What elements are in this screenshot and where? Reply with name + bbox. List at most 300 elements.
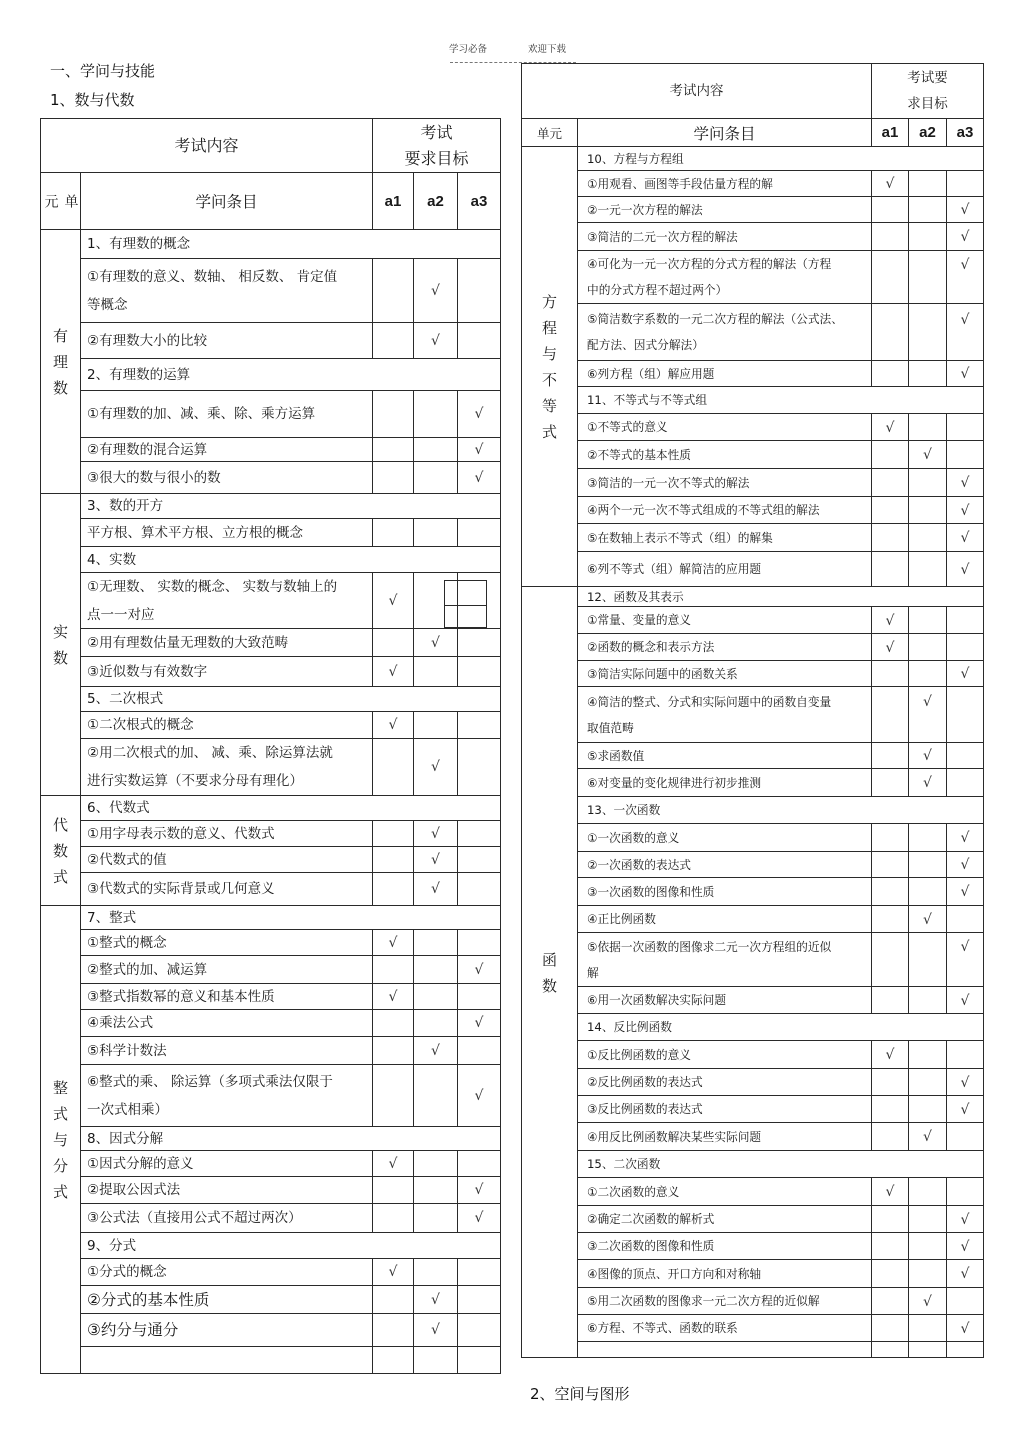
check-mark: √	[960, 530, 970, 546]
level-cell-a2	[413, 1009, 458, 1037]
header-knowledge-item	[80, 172, 373, 230]
item-text: ②一元一次方程的解法	[587, 202, 703, 217]
level-cell-a2	[413, 1150, 458, 1177]
item-row	[577, 1341, 872, 1358]
level-cell-a3	[457, 628, 501, 657]
header-level-label: a1	[384, 192, 402, 210]
section-heading: 6、代数式	[87, 800, 150, 816]
level-cell-a2	[413, 1258, 458, 1286]
level-cell-a2	[413, 628, 458, 657]
level-cell-a2	[413, 1203, 458, 1233]
item-text: ③简洁的二元一次方程的解法	[587, 229, 738, 244]
unit-label: 有理数	[51, 328, 69, 406]
level-cell-a1	[372, 846, 414, 873]
level-cell-a2	[413, 258, 458, 323]
check-mark: √	[431, 332, 440, 349]
item-text: ②确定二次函数的解析式	[587, 1212, 715, 1226]
section-row	[80, 686, 501, 712]
level-cell-a1	[372, 983, 414, 1010]
level-cell-a3	[946, 1314, 984, 1342]
item-row	[577, 877, 872, 906]
item-row	[80, 461, 373, 494]
item-text: ①分式的概念	[87, 1264, 167, 1280]
item-text: ①无理数、 实数的概念、 实数与数轴上的 点一一对应	[87, 578, 338, 623]
level-cell-a3	[946, 1040, 984, 1069]
level-cell-a1	[871, 986, 909, 1014]
level-cell-a2	[413, 955, 458, 984]
level-cell-a3	[946, 1205, 984, 1233]
level-cell-a2	[413, 1036, 458, 1065]
level-cell-a2	[908, 986, 947, 1014]
level-cell-a2	[413, 846, 458, 873]
item-text: ③代数式的实际背景或几何意义	[87, 881, 275, 897]
unit-cell	[521, 586, 578, 1358]
item-text: ①用字母表示数的意义、代数式	[87, 825, 275, 842]
level-cell-a1	[372, 820, 414, 847]
header-exam-content-label: 考试内容	[174, 135, 239, 155]
check-mark: √	[388, 717, 398, 733]
level-cell-a2	[908, 1122, 947, 1151]
section-row	[80, 905, 501, 930]
header-exam-content	[521, 63, 872, 119]
header-level-label: a1	[881, 124, 899, 141]
level-cell-a3	[946, 606, 984, 634]
item-row	[577, 986, 872, 1014]
check-mark: √	[431, 634, 440, 651]
level-cell-a3	[457, 1009, 501, 1037]
level-cell-a2	[908, 1177, 947, 1206]
item-row	[80, 1285, 373, 1314]
level-cell-a3	[946, 1122, 984, 1151]
level-cell-a1	[871, 250, 909, 304]
level-cell-a1	[871, 606, 909, 634]
level-cell-a3	[946, 851, 984, 878]
item-text: 平方根、算术平方根、立方根的概念	[87, 524, 303, 541]
item-text: ③一次函数的图像和性质	[587, 884, 715, 899]
level-cell-a1	[871, 633, 909, 661]
level-cell-a3	[946, 905, 984, 933]
section-row	[80, 229, 501, 259]
level-cell-a2	[908, 1341, 947, 1358]
level-cell-a1	[372, 1150, 414, 1177]
item-row	[80, 518, 373, 547]
level-cell-a2	[908, 877, 947, 906]
level-cell-a2	[908, 1095, 947, 1123]
header-level-label: a2	[427, 192, 444, 210]
item-text: ①有理数的加、减、乘、除、乘方运算	[87, 406, 316, 422]
item-row	[80, 1036, 373, 1065]
header-level-a1	[372, 172, 414, 230]
item-row	[80, 983, 373, 1010]
header-level-a2	[908, 118, 947, 147]
subsection-title: 1、数与代数	[50, 91, 135, 109]
level-cell-a3	[457, 929, 501, 956]
item-row	[577, 1287, 872, 1315]
level-cell-a3	[946, 413, 984, 441]
level-cell-a3	[946, 496, 984, 524]
level-cell-a3	[946, 523, 984, 552]
item-text: ③整式指数幂的意义和基本性质	[87, 988, 275, 1005]
level-cell-a2	[413, 437, 458, 462]
level-cell-a3	[946, 686, 984, 743]
level-cell-a3	[946, 877, 984, 906]
item-row	[577, 1068, 872, 1096]
level-cell-a3	[946, 170, 984, 197]
item-text: ⑤用二次函数的图像求一元二次方程的近似解	[587, 1294, 820, 1308]
check-mark: √	[960, 939, 970, 955]
level-cell-a3	[457, 461, 501, 494]
level-cell-a3	[457, 1346, 501, 1374]
item-row	[80, 1176, 373, 1204]
level-cell-a1	[372, 1036, 414, 1065]
item-row	[577, 686, 872, 743]
item-row	[80, 711, 373, 739]
level-cell-a2	[413, 1176, 458, 1204]
check-mark: √	[474, 469, 484, 486]
item-row	[80, 1064, 373, 1127]
item-text: ⑥列方程（组）解应用题	[587, 366, 715, 381]
check-mark: √	[960, 666, 970, 682]
header-level-label: a2	[919, 124, 936, 141]
unit-label: 整式与分式	[51, 1080, 69, 1210]
check-mark: √	[960, 1238, 970, 1255]
level-cell-a3	[946, 1287, 984, 1315]
check-mark: √	[431, 851, 440, 868]
item-row	[577, 551, 872, 587]
item-text: ③很大的数与很小的数	[87, 469, 221, 486]
level-cell-a1	[871, 1314, 909, 1342]
item-row	[80, 390, 373, 438]
item-text: ④乘法公式	[87, 1015, 154, 1031]
section-heading: 15、二次函数	[587, 1157, 661, 1171]
level-cell-a1	[871, 660, 909, 687]
check-mark: √	[388, 592, 398, 609]
item-text: ④两个一元一次不等式组成的不等式组的解法	[587, 503, 820, 517]
level-cell-a3	[946, 222, 984, 251]
item-row	[577, 413, 872, 441]
section-row	[80, 546, 501, 573]
check-mark: √	[960, 1211, 970, 1228]
item-row	[80, 1346, 373, 1374]
section-heading: 1、有理数的概念	[87, 236, 191, 252]
level-cell-a3	[457, 955, 501, 984]
check-mark: √	[923, 1293, 932, 1310]
item-row	[80, 628, 373, 657]
section-heading: 2、有理数的运算	[87, 366, 191, 383]
item-text: ④可化为一元一次方程的分式方程的解法（方程 中的分式方程不超过两个）	[587, 257, 832, 297]
scan-grid-artifact	[444, 580, 487, 628]
level-cell-a3	[946, 1259, 984, 1288]
level-cell-a2	[908, 686, 947, 743]
level-cell-a3	[946, 468, 984, 497]
check-mark: √	[960, 830, 970, 846]
level-cell-a2	[908, 905, 947, 933]
level-cell-a2	[413, 656, 458, 687]
item-text: ⑤科学计数法	[87, 1042, 167, 1059]
item-text: ②提取公因式法	[87, 1182, 181, 1198]
check-mark: √	[885, 419, 895, 436]
check-mark: √	[923, 1129, 932, 1145]
level-cell-a3	[457, 258, 501, 323]
check-mark: √	[474, 961, 484, 978]
check-mark: √	[431, 881, 440, 897]
check-mark: √	[960, 884, 970, 900]
level-cell-a3	[457, 1036, 501, 1065]
level-cell-a3	[457, 1150, 501, 1177]
level-cell-a1	[372, 929, 414, 956]
item-text: ②整式的加、减运算	[87, 961, 208, 978]
check-mark: √	[431, 759, 440, 775]
item-row	[577, 1177, 872, 1206]
section-row	[577, 586, 984, 607]
level-cell-a2	[908, 1314, 947, 1342]
item-row	[577, 170, 872, 197]
section-row	[80, 493, 501, 519]
header-level-a2	[413, 172, 458, 230]
section-row	[577, 386, 984, 414]
check-mark: √	[474, 1015, 484, 1031]
check-mark: √	[431, 282, 440, 299]
level-cell-a2	[908, 523, 947, 552]
level-cell-a1	[372, 461, 414, 494]
item-row	[577, 1259, 872, 1288]
level-cell-a1	[372, 1258, 414, 1286]
level-cell-a1	[871, 360, 909, 387]
level-cell-a3	[457, 437, 501, 462]
item-row	[577, 660, 872, 687]
section-heading: 10、方程与方程组	[587, 151, 684, 166]
check-mark: √	[960, 311, 970, 328]
level-cell-a1	[871, 1095, 909, 1123]
check-mark: √	[885, 612, 895, 629]
level-cell-a1	[871, 905, 909, 933]
level-cell-a2	[413, 1313, 458, 1347]
item-row	[80, 258, 373, 323]
level-cell-a2	[908, 768, 947, 797]
section-heading: 11、不等式与不等式组	[587, 393, 708, 407]
check-mark: √	[431, 1291, 440, 1308]
section-title: 一、学问与技能	[50, 62, 156, 80]
check-mark: √	[431, 1042, 440, 1059]
level-cell-a1	[871, 877, 909, 906]
level-cell-a2	[413, 461, 458, 494]
header-unit	[521, 118, 578, 147]
check-mark: √	[960, 366, 970, 382]
level-cell-a1	[871, 768, 909, 797]
item-row	[577, 768, 872, 797]
header-unit-label: 单元	[536, 125, 562, 141]
header-exam-content	[40, 118, 373, 173]
level-cell-a1	[871, 468, 909, 497]
level-cell-a3	[946, 360, 984, 387]
unit-cell	[40, 229, 81, 494]
item-row	[80, 1150, 373, 1177]
item-text: ⑥方程、不等式、函数的联系	[587, 1321, 738, 1335]
check-mark: √	[923, 447, 932, 463]
header-level-a3	[457, 172, 501, 230]
item-row	[577, 360, 872, 387]
unit-label: 代数式	[51, 817, 69, 895]
page-header-right-text: 欢迎下载	[528, 44, 567, 55]
header-exam-target	[871, 63, 984, 119]
level-cell-a3	[457, 656, 501, 687]
check-mark: √	[960, 1074, 970, 1091]
check-mark: √	[885, 176, 895, 192]
level-cell-a1	[871, 1259, 909, 1288]
item-text: ①反比例函数的意义	[587, 1047, 691, 1062]
item-text: ②分式的基本性质	[87, 1290, 210, 1309]
item-row	[577, 440, 872, 469]
check-mark: √	[388, 934, 398, 951]
level-cell-a2	[413, 711, 458, 739]
item-row	[577, 1314, 872, 1342]
level-cell-a2	[413, 322, 458, 359]
header-level-a3	[946, 118, 984, 147]
level-cell-a2	[908, 551, 947, 587]
check-mark: √	[923, 775, 932, 791]
unit-cell	[40, 493, 81, 796]
item-text: ③简洁的一元一次不等式的解法	[587, 475, 750, 490]
check-mark: √	[474, 1210, 484, 1226]
header-level-a1	[871, 118, 909, 147]
item-row	[577, 1205, 872, 1233]
level-cell-a1	[372, 518, 414, 547]
level-cell-a2	[908, 1040, 947, 1069]
check-mark: √	[960, 857, 970, 873]
level-cell-a1	[372, 258, 414, 323]
level-cell-a1	[372, 1009, 414, 1037]
item-text: ⑥列不等式（组）解简洁的应用题	[587, 562, 762, 576]
check-mark: √	[960, 256, 970, 273]
check-mark: √	[960, 1320, 970, 1337]
level-cell-a3	[457, 820, 501, 847]
item-row	[80, 846, 373, 873]
unit-label: 函数	[540, 951, 558, 1004]
level-cell-a1	[372, 1346, 414, 1374]
level-cell-a3	[946, 1095, 984, 1123]
level-cell-a3	[946, 986, 984, 1014]
section-heading: 4、实数	[87, 551, 137, 568]
item-row	[577, 303, 872, 361]
section-row	[80, 795, 501, 821]
level-cell-a3	[946, 1177, 984, 1206]
level-cell-a2	[413, 390, 458, 438]
level-cell-a3	[457, 872, 501, 906]
level-cell-a1	[871, 1122, 909, 1151]
level-cell-a2	[908, 170, 947, 197]
unit-label: 方程与不等式	[540, 294, 558, 450]
header-exam-target-label: 考试要 求目标	[907, 70, 948, 112]
level-cell-a2	[908, 496, 947, 524]
level-cell-a1	[871, 851, 909, 878]
level-cell-a3	[946, 633, 984, 661]
header-level-label: a3	[470, 192, 488, 210]
level-cell-a3	[457, 518, 501, 547]
level-cell-a1	[871, 440, 909, 469]
item-row	[80, 1258, 373, 1286]
unit-cell	[40, 795, 81, 906]
check-mark: √	[388, 1264, 398, 1280]
item-text: ①二次函数的意义	[587, 1184, 680, 1199]
section-heading: 7、整式	[87, 909, 137, 926]
level-cell-a1	[871, 1068, 909, 1096]
section-row	[577, 796, 984, 824]
unit-cell	[521, 146, 578, 587]
level-cell-a1	[871, 823, 909, 852]
level-cell-a1	[871, 1341, 909, 1358]
level-cell-a3	[457, 1203, 501, 1233]
level-cell-a2	[908, 1287, 947, 1315]
level-cell-a3	[457, 983, 501, 1010]
section-row	[577, 1150, 984, 1178]
item-row	[577, 823, 872, 852]
check-mark: √	[388, 663, 398, 680]
item-text: ②函数的概念和表示方法	[587, 640, 715, 654]
level-cell-a2	[908, 468, 947, 497]
header-exam-target	[372, 118, 501, 173]
check-mark: √	[474, 1087, 484, 1104]
item-row	[80, 738, 373, 796]
item-text: ②代数式的值	[87, 851, 167, 868]
level-cell-a1	[372, 322, 414, 359]
next-subsection-title: 2、空间与图形	[530, 1385, 630, 1403]
item-row	[577, 1122, 872, 1151]
check-mark: √	[885, 1184, 895, 1200]
level-cell-a2	[413, 1346, 458, 1374]
item-text: ①二次根式的概念	[87, 717, 194, 733]
item-row	[577, 932, 872, 987]
level-cell-a3	[946, 823, 984, 852]
check-mark: √	[960, 1101, 970, 1118]
level-cell-a3	[457, 846, 501, 873]
level-cell-a1	[871, 1177, 909, 1206]
level-cell-a2	[413, 983, 458, 1010]
item-row	[577, 222, 872, 251]
level-cell-a2	[908, 633, 947, 661]
level-cell-a2	[908, 742, 947, 769]
check-mark: √	[960, 1266, 970, 1282]
level-cell-a1	[372, 1176, 414, 1204]
item-row	[577, 633, 872, 661]
level-cell-a2	[413, 1285, 458, 1314]
item-text: ①常量、变量的意义	[587, 613, 691, 627]
item-row	[577, 496, 872, 524]
level-cell-a1	[871, 222, 909, 251]
level-cell-a1	[372, 1313, 414, 1347]
level-cell-a2	[908, 222, 947, 251]
item-row	[577, 1040, 872, 1069]
item-text: ②用有理数估量无理数的大致范畴	[87, 634, 289, 651]
level-cell-a3	[946, 440, 984, 469]
level-cell-a1	[372, 738, 414, 796]
item-text: ⑤在数轴上表示不等式（组）的解集	[587, 530, 773, 545]
level-cell-a1	[372, 628, 414, 657]
level-cell-a3	[946, 1341, 984, 1358]
level-cell-a2	[908, 360, 947, 387]
section-heading: 5、二次根式	[87, 691, 164, 707]
check-mark: √	[960, 202, 970, 218]
section-row	[577, 146, 984, 171]
level-cell-a3	[457, 1176, 501, 1204]
item-row	[80, 820, 373, 847]
level-cell-a2	[908, 440, 947, 469]
item-row	[80, 656, 373, 687]
item-text: ③约分与通分	[87, 1321, 179, 1339]
item-row	[577, 742, 872, 769]
level-cell-a2	[908, 196, 947, 223]
check-mark: √	[431, 1322, 440, 1338]
level-cell-a1	[372, 572, 414, 629]
